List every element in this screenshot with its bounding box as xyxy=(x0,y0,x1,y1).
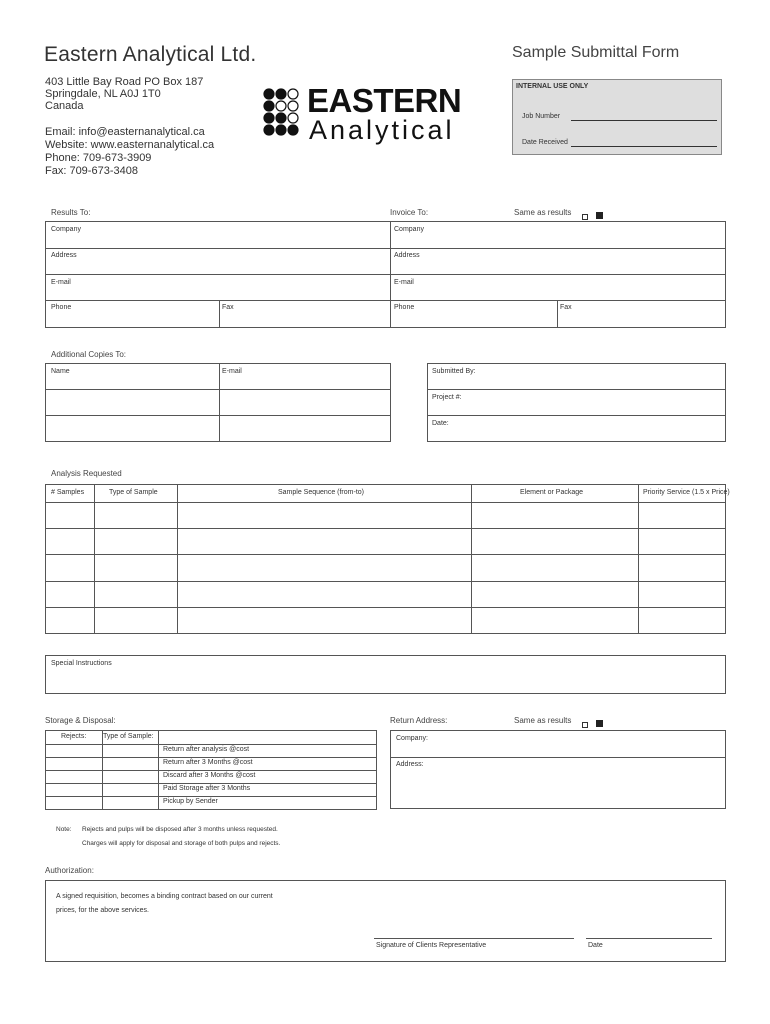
results-email-field[interactable]: E-mail xyxy=(51,279,71,286)
note-line-1: Rejects and pulps will be disposed after 3 months unless requested. xyxy=(82,826,278,833)
copies-table xyxy=(45,363,391,442)
return-company-field[interactable]: Company: xyxy=(396,735,428,742)
address-line-1: 403 Little Bay Road PO Box 187 xyxy=(45,76,204,88)
option-return-after-3-months[interactable]: Return after 3 Months @cost xyxy=(163,759,253,766)
results-company-field[interactable]: Company xyxy=(51,226,81,233)
col-sample-sequence: Sample Sequence (from-to) xyxy=(278,489,364,496)
phone-text: Phone: 709-673-3909 xyxy=(45,152,152,164)
option-pickup-by-sender[interactable]: Pickup by Sender xyxy=(163,798,218,805)
return-address-label: Return Address: xyxy=(390,716,448,725)
analysis-requested-label: Analysis Requested xyxy=(51,469,122,478)
results-table xyxy=(45,221,726,328)
submission-table xyxy=(427,363,726,442)
invoice-company-field[interactable]: Company xyxy=(394,226,424,233)
invoice-phone-field[interactable]: Phone xyxy=(394,304,415,311)
special-instructions-field[interactable] xyxy=(45,655,726,694)
invoice-address-field[interactable]: Address xyxy=(394,252,420,259)
special-instructions-label: Special Instructions xyxy=(51,660,112,667)
authorization-box xyxy=(45,880,726,962)
date-received-label: Date Received xyxy=(522,139,568,146)
type-of-sample-header: Type of Sample: xyxy=(103,733,154,740)
email-text: Email: info@easternanalytical.ca xyxy=(45,126,205,138)
option-discard-after-3-months[interactable]: Discard after 3 Months @cost xyxy=(163,772,256,779)
return-address-field[interactable]: Address: xyxy=(396,761,424,768)
note-line-2: Charges will apply for disposal and storage of both pulps and rejects. xyxy=(82,840,281,847)
col-priority-service: Priority Service (1.5 x Price) xyxy=(643,489,730,496)
internal-use-box xyxy=(512,79,722,155)
option-paid-storage[interactable]: Paid Storage after 3 Months xyxy=(163,785,251,792)
logo-text-bottom: Analytical xyxy=(309,115,455,145)
logo-text-top: EASTERN xyxy=(307,82,462,119)
internal-use-title: INTERNAL USE ONLY xyxy=(516,83,589,90)
results-fax-field[interactable]: Fax xyxy=(222,304,234,311)
results-address-field[interactable]: Address xyxy=(51,252,77,259)
address-line-3: Canada xyxy=(45,100,84,112)
rejects-header: Rejects: xyxy=(61,733,87,740)
results-to-label: Results To: xyxy=(51,208,91,217)
authorization-label: Authorization: xyxy=(45,866,94,875)
signature-date-label: Date xyxy=(588,942,603,949)
company-name: Eastern Analytical Ltd. xyxy=(44,43,257,66)
signature-line[interactable] xyxy=(374,938,574,939)
date-signature-line[interactable] xyxy=(586,938,712,939)
invoice-email-field[interactable]: E-mail xyxy=(394,279,414,286)
same-as-results-label: Same as results xyxy=(514,208,572,217)
invoice-to-label: Invoice To: xyxy=(390,208,429,217)
fax-text: Fax: 709-673-3408 xyxy=(45,165,138,177)
company-logo xyxy=(262,82,482,153)
additional-copies-label: Additional Copies To: xyxy=(51,350,127,359)
return-same-as-results-label: Same as results xyxy=(514,716,572,725)
col-element-package: Element or Package xyxy=(520,489,584,496)
authorization-text-1: A signed requisition, becomes a binding contract based on our current xyxy=(56,893,273,900)
storage-table xyxy=(45,730,377,810)
note-label: Note: xyxy=(56,826,72,833)
invoice-fax-field[interactable]: Fax xyxy=(560,304,572,311)
website-text: Website: www.easternanalytical.ca xyxy=(45,139,215,151)
option-return-after-analysis[interactable]: Return after analysis @cost xyxy=(163,746,250,753)
return-address-table xyxy=(390,730,726,809)
authorization-text-2: prices, for the above services. xyxy=(56,907,149,914)
analysis-table xyxy=(45,484,730,634)
form-title: Sample Submittal Form xyxy=(512,44,680,61)
job-number-field[interactable] xyxy=(571,120,717,121)
address-line-2: Springdale, NL A0J 1T0 xyxy=(45,88,161,100)
project-number-field[interactable]: Project #: xyxy=(432,394,462,401)
copies-name-header: Name xyxy=(51,368,70,375)
date-received-field[interactable] xyxy=(571,146,717,147)
col-samples: # Samples xyxy=(51,489,85,496)
job-number-label: Job Number xyxy=(522,113,561,120)
copies-email-header: E-mail xyxy=(222,368,242,375)
date-field[interactable]: Date: xyxy=(432,420,449,427)
storage-disposal-label: Storage & Disposal: xyxy=(45,716,116,725)
col-type-of-sample: Type of Sample xyxy=(109,489,158,496)
signature-label: Signature of Clients Representative xyxy=(376,942,487,949)
submitted-by-field[interactable]: Submitted By: xyxy=(432,368,476,375)
results-phone-field[interactable]: Phone xyxy=(51,304,72,311)
